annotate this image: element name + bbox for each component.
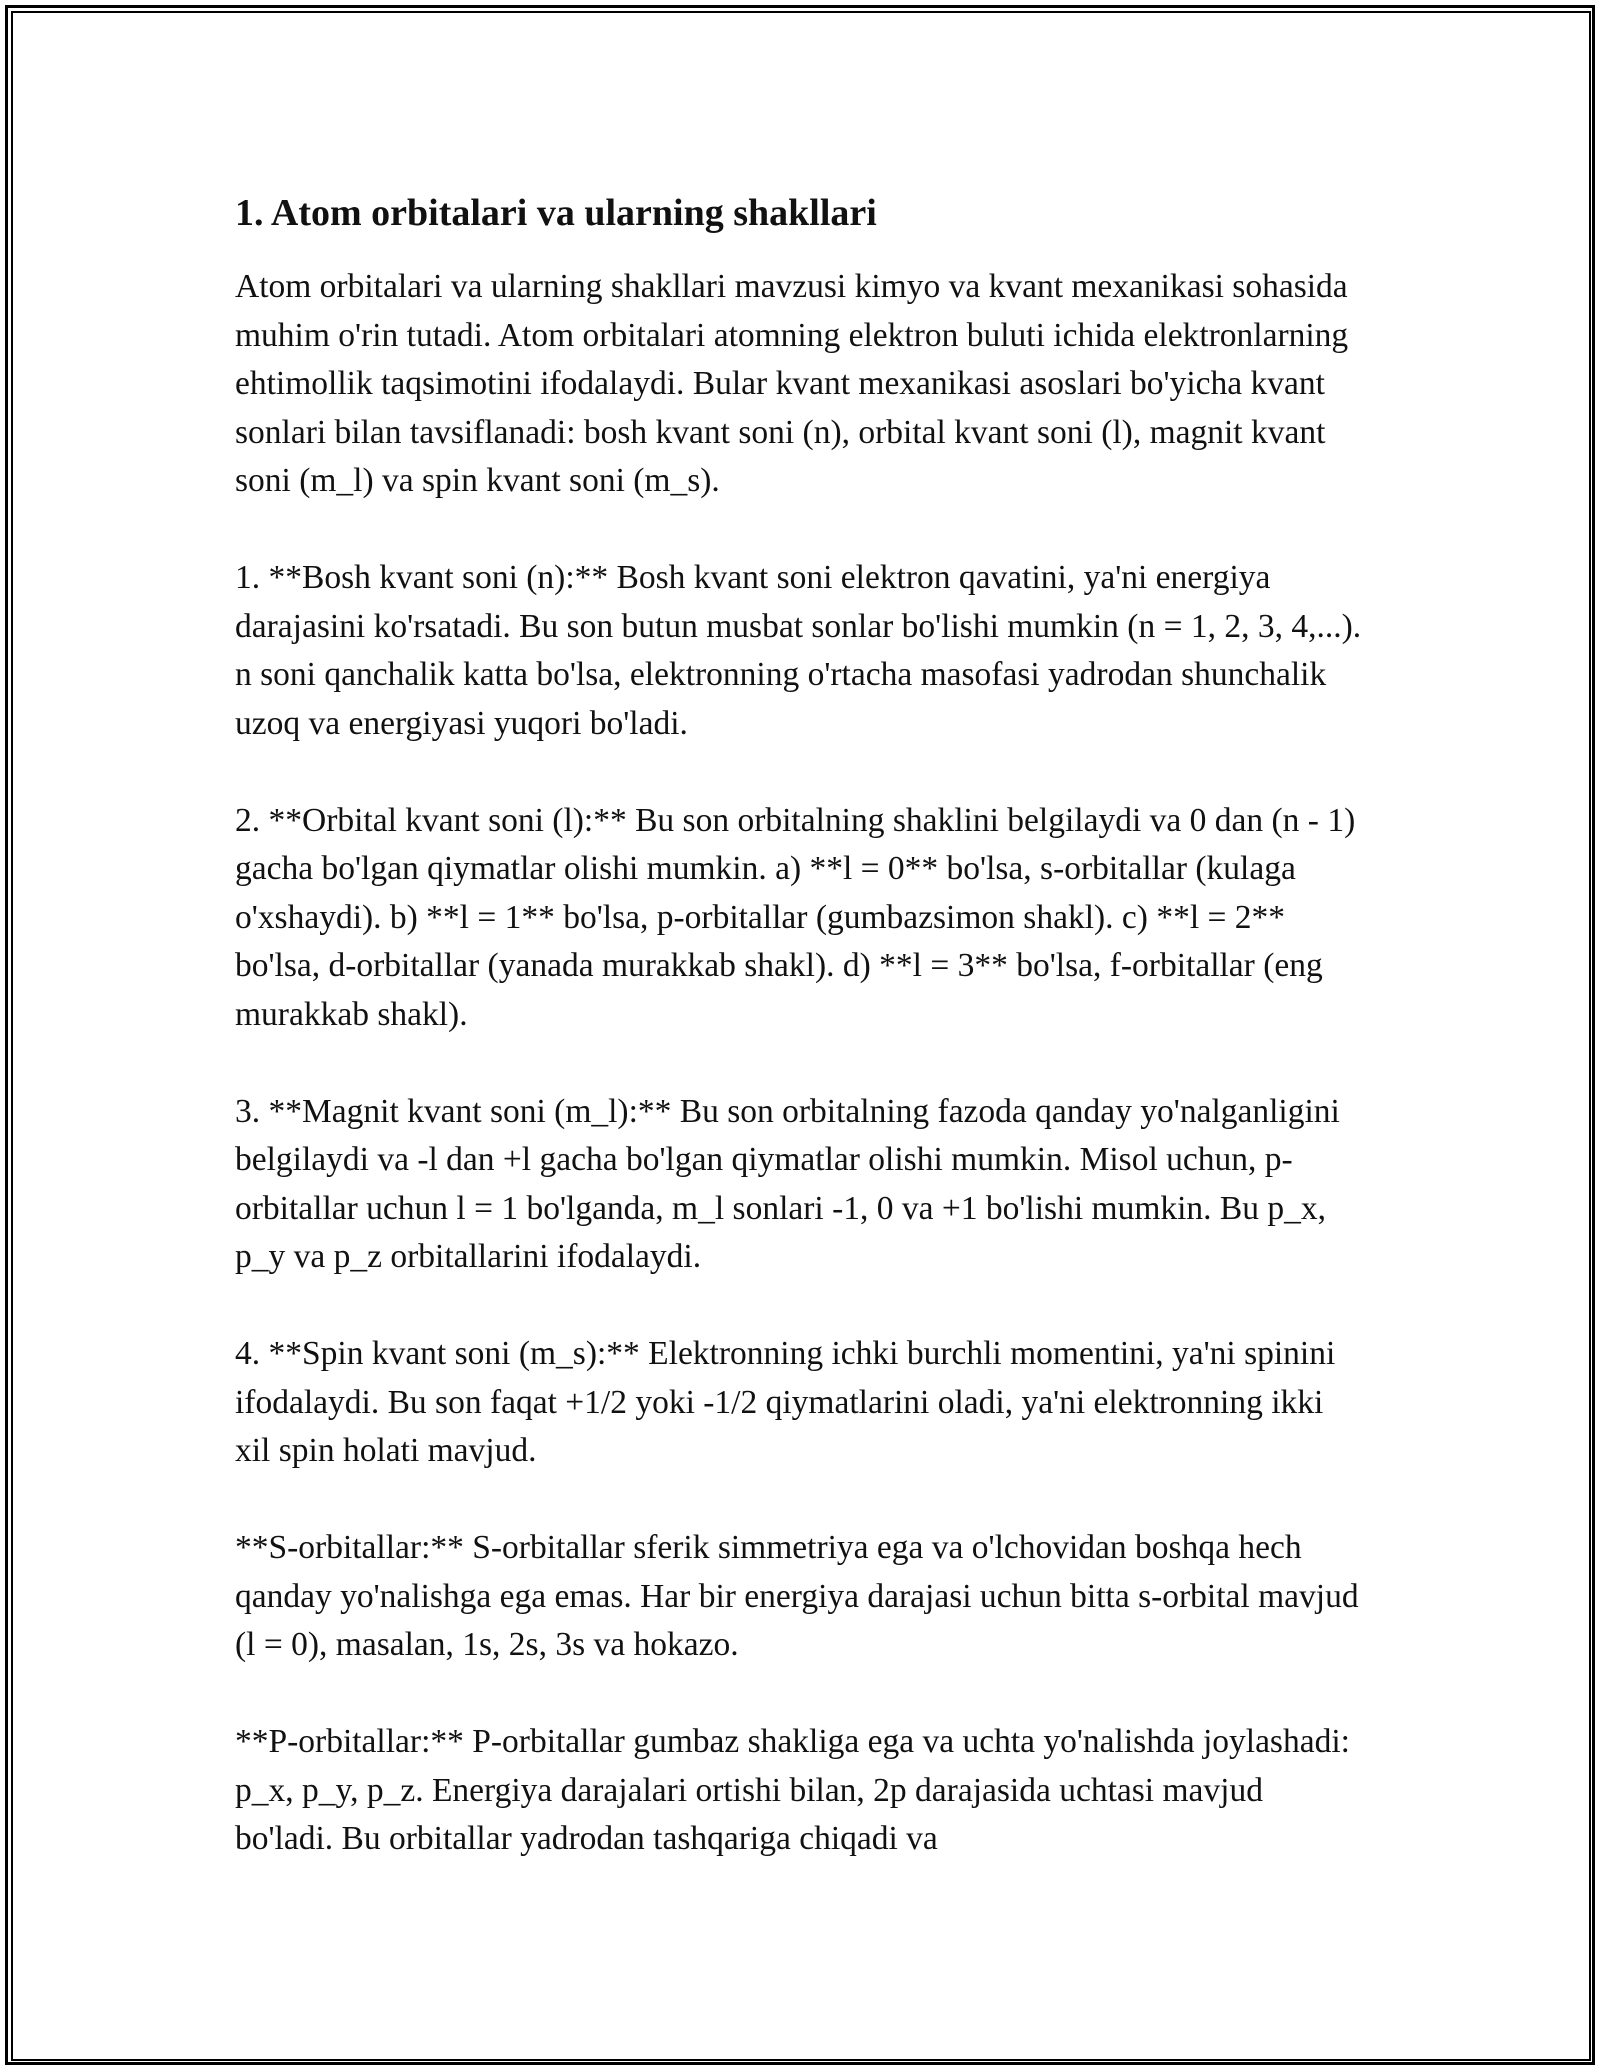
paragraph-spin-quantum-number: 4. **Spin kvant soni (m_s):** Elektronning ichki burchli momentini, ya'ni spinini ifodalaydi. Bu son faqat +1/2 yoki -1/2 qiymatlarini oladi, ya'ni elektronning ikki xil spin holati mavjud. <box>235 1335 1336 1469</box>
paragraph-s-orbitals: **S-orbitallar:** S-orbitallar sferik simmetriya ega va o'lchovidan boshqa hech qanday yo'nalishga ega emas. Har bir energiya darajasi uchun bitta s-orbital mavjud (l = 0), masalan, 1s, 2s, 3s va hokazo. <box>235 1529 1359 1663</box>
document-title: 1. Atom orbitalari va ularning shakllari <box>235 192 877 234</box>
document-body <box>235 185 1365 1912</box>
paragraph-p-orbitals: **P-orbitallar:** P-orbitallar gumbaz shakliga ega va uchta yo'nalishda joylashadi: p_x, p_y, p_z. Energiya darajalari ortishi bilan, 2p darajasida uchtasi mavjud bo'ladi. Bu orbitallar yadrodan tashqariga chiqadi va <box>235 1723 1350 1857</box>
paragraph-magnetic-quantum-number: 3. **Magnit kvant soni (m_l):** Bu son orbitalning fazoda qanday yo'nalganligini belgilaydi va -l dan +l gacha bo'lgan qiymatlar olishi mumkin. Misol uchun, p-orbitallar uchun l = 1 bo'lganda, m_l sonlari -1, 0 va +1 bo'lishi mumkin. Bu p_x, p_y va p_z orbitallarini ifodalaydi. <box>235 1092 1340 1275</box>
paragraph-principal-quantum-number: 1. **Bosh kvant soni (n):** Bosh kvant soni elektron qavatini, ya'ni energiya darajasini ko'rsatadi. Bu son butun musbat sonlar bo'lishi mumkin (n = 1, 2, 3, 4,...). n soni qanchalik katta bo'lsa, elektronning o'rtacha masofasi yadrodan shunchalik uzoq va energiyasi yuqori bo'ladi. <box>235 559 1362 742</box>
paragraph-orbital-quantum-number: 2. **Orbital kvant soni (l):** Bu son orbitalning shaklini belgilaydi va 0 dan (n - 1) gacha bo'lgan qiymatlar olishi mumkin. a) **l = 0** bo'lsa, s-orbitallar (kulaga o'xshaydi). b) **l = 1** bo'lsa, p-orbitallar (gumbazsimon shakl). c) **l = 2** bo'lsa, d-orbitallar (yanada murakkab shakl). d) **l = 3** bo'lsa, f-orbitallar (eng murakkab shakl). <box>235 801 1356 1033</box>
paragraph-intro: Atom orbitalari va ularning shakllari mavzusi kimyo va kvant mexanikasi sohasida muhim o'rin tutadi. Atom orbitalari atomning elektron buluti ichida elektronlarning ehtimollik taqsimotini ifodalaydi. Bular kvant mexanikasi asoslari bo'yicha kvant sonlari bilan tavsiflanadi: bosh kvant soni (n), orbital kvant soni (l), magnit kvant soni (m_l) va spin kvant soni (m_s). <box>235 268 1349 499</box>
